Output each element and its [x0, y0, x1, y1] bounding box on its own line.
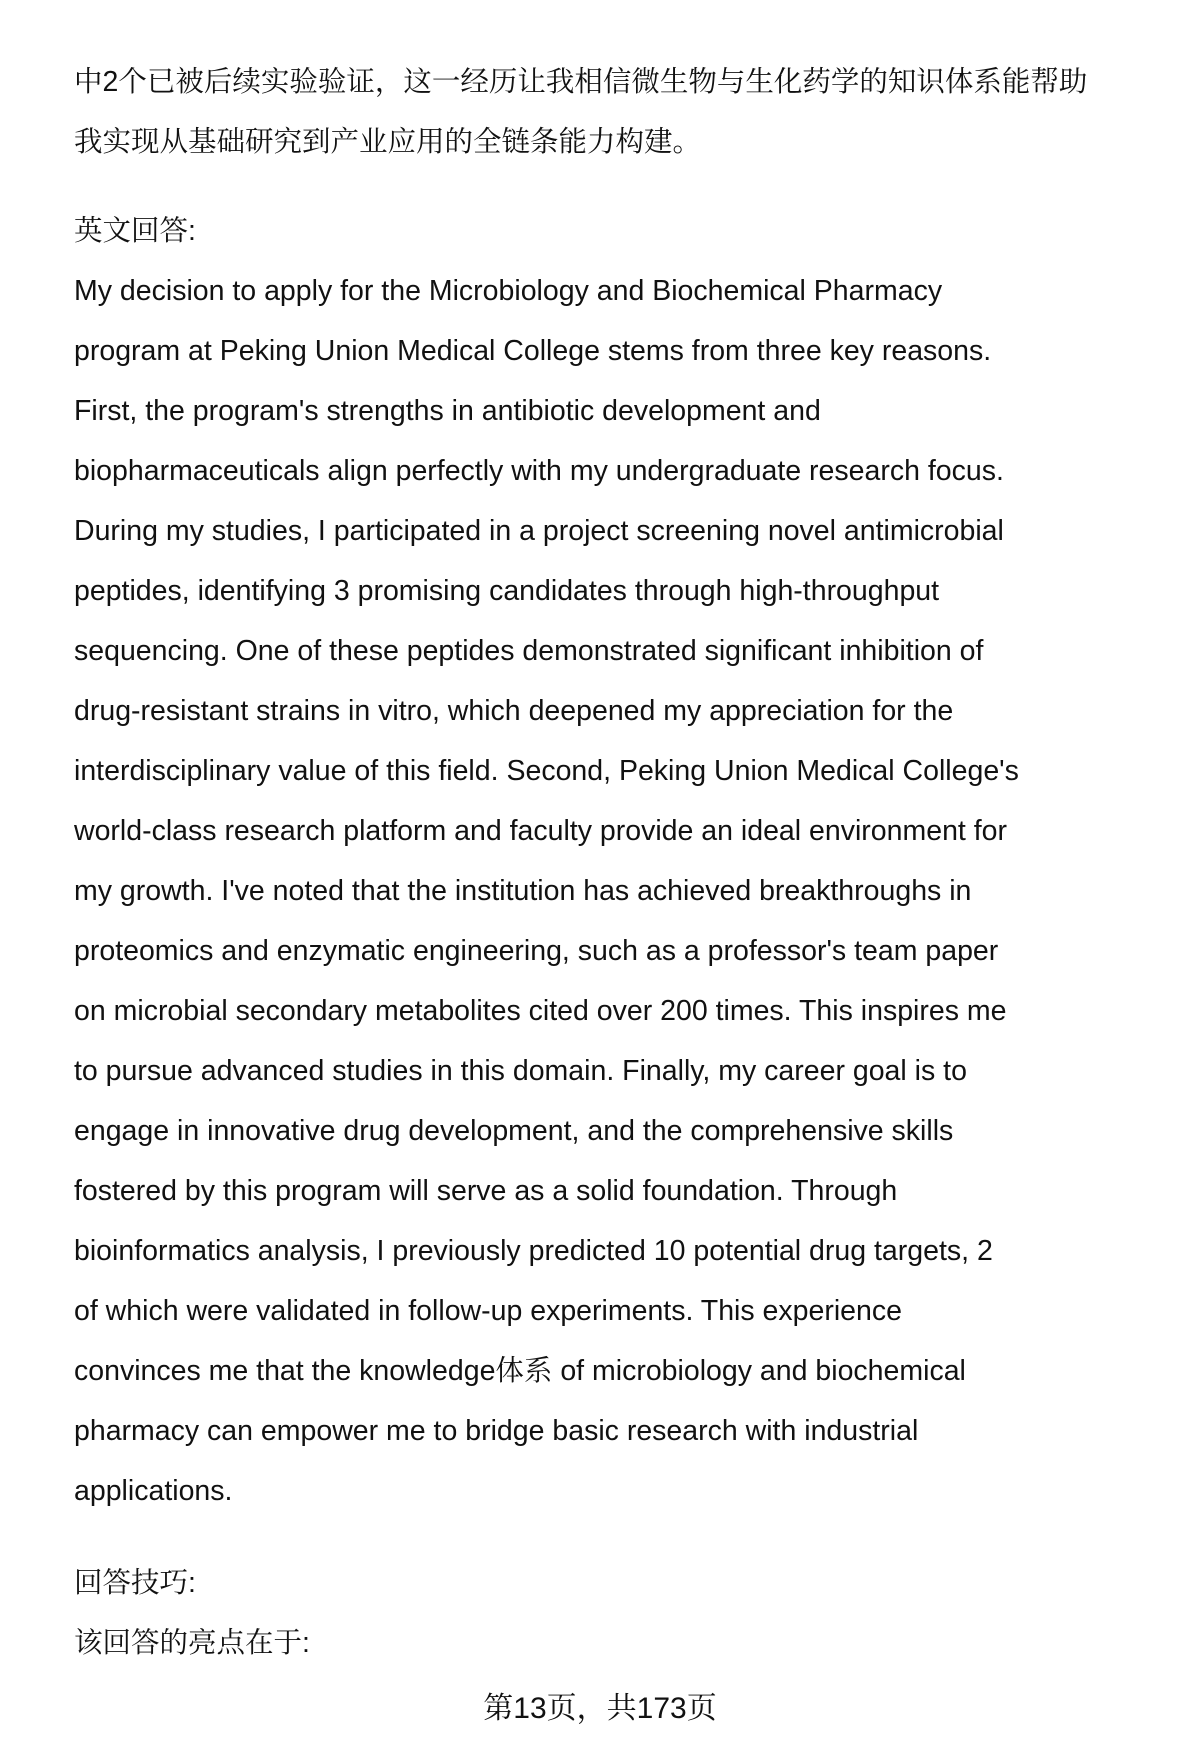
english-answer-line: program at Peking Union Medical College stems from three key reasons. — [74, 335, 992, 367]
page-number: 第13页，共173页 — [483, 1692, 717, 1725]
english-answer-line: pharmacy can empower me to bridge basic research with industrial — [74, 1415, 919, 1447]
chinese-answer-line: 我实现从基础研究到产业应用的全链条能力构建。 — [74, 126, 702, 158]
english-answer-line: fostered by this program will serve as a solid foundation. Through — [74, 1175, 898, 1207]
english-answer-line: My decision to apply for the Microbiology and Biochemical Pharmacy — [74, 275, 943, 307]
english-answer-line: During my studies, I participated in a project screening novel antimicrobial — [74, 515, 1004, 547]
chinese-answer-line: 中2个已被后续实验验证，这一经历让我相信微生物与生化药学的知识体系能帮助 — [74, 66, 1088, 98]
english-answer-line: peptides, identifying 3 promising candidates through high-throughput — [74, 575, 940, 607]
english-answer-line: my growth. I've noted that the institution has achieved breakthroughs in — [74, 875, 972, 907]
english-answer-line: drug-resistant strains in vitro, which deepened my appreciation for the — [74, 695, 954, 727]
english-answer-line: First, the program's strengths in antibiotic development and — [74, 395, 821, 427]
english-answer-heading: 英文回答: — [74, 215, 196, 247]
english-answer-line: world-class research platform and faculty provide an ideal environment for — [74, 815, 1008, 847]
english-answer-line: of which were validated in follow-up experiments. This experience — [74, 1295, 902, 1327]
english-answer-line: on microbial secondary metabolites cited over 200 times. This inspires me — [74, 995, 1007, 1027]
english-answer-line: biopharmaceuticals align perfectly with my undergraduate research focus. — [74, 455, 1004, 487]
english-answer-line: sequencing. One of these peptides demonstrated significant inhibition of — [74, 635, 984, 667]
tips-heading: 回答技巧: — [74, 1567, 196, 1599]
english-answer-line: applications. — [74, 1475, 233, 1507]
tips-intro: 该回答的亮点在于: — [74, 1627, 310, 1659]
english-answer-line: convinces me that the knowledge体系 of microbiology and biochemical — [74, 1355, 966, 1387]
english-answer-line: to pursue advanced studies in this domain. Finally, my career goal is to — [74, 1055, 967, 1087]
english-answer-line: bioinformatics analysis, I previously predicted 10 potential drug targets, 2 — [74, 1235, 993, 1267]
english-answer-line: proteomics and enzymatic engineering, such as a professor's team paper — [74, 935, 999, 967]
english-answer-line: engage in innovative drug development, and the comprehensive skills — [74, 1115, 954, 1147]
english-answer-line: interdisciplinary value of this field. Second, Peking Union Medical College's — [74, 755, 1019, 787]
